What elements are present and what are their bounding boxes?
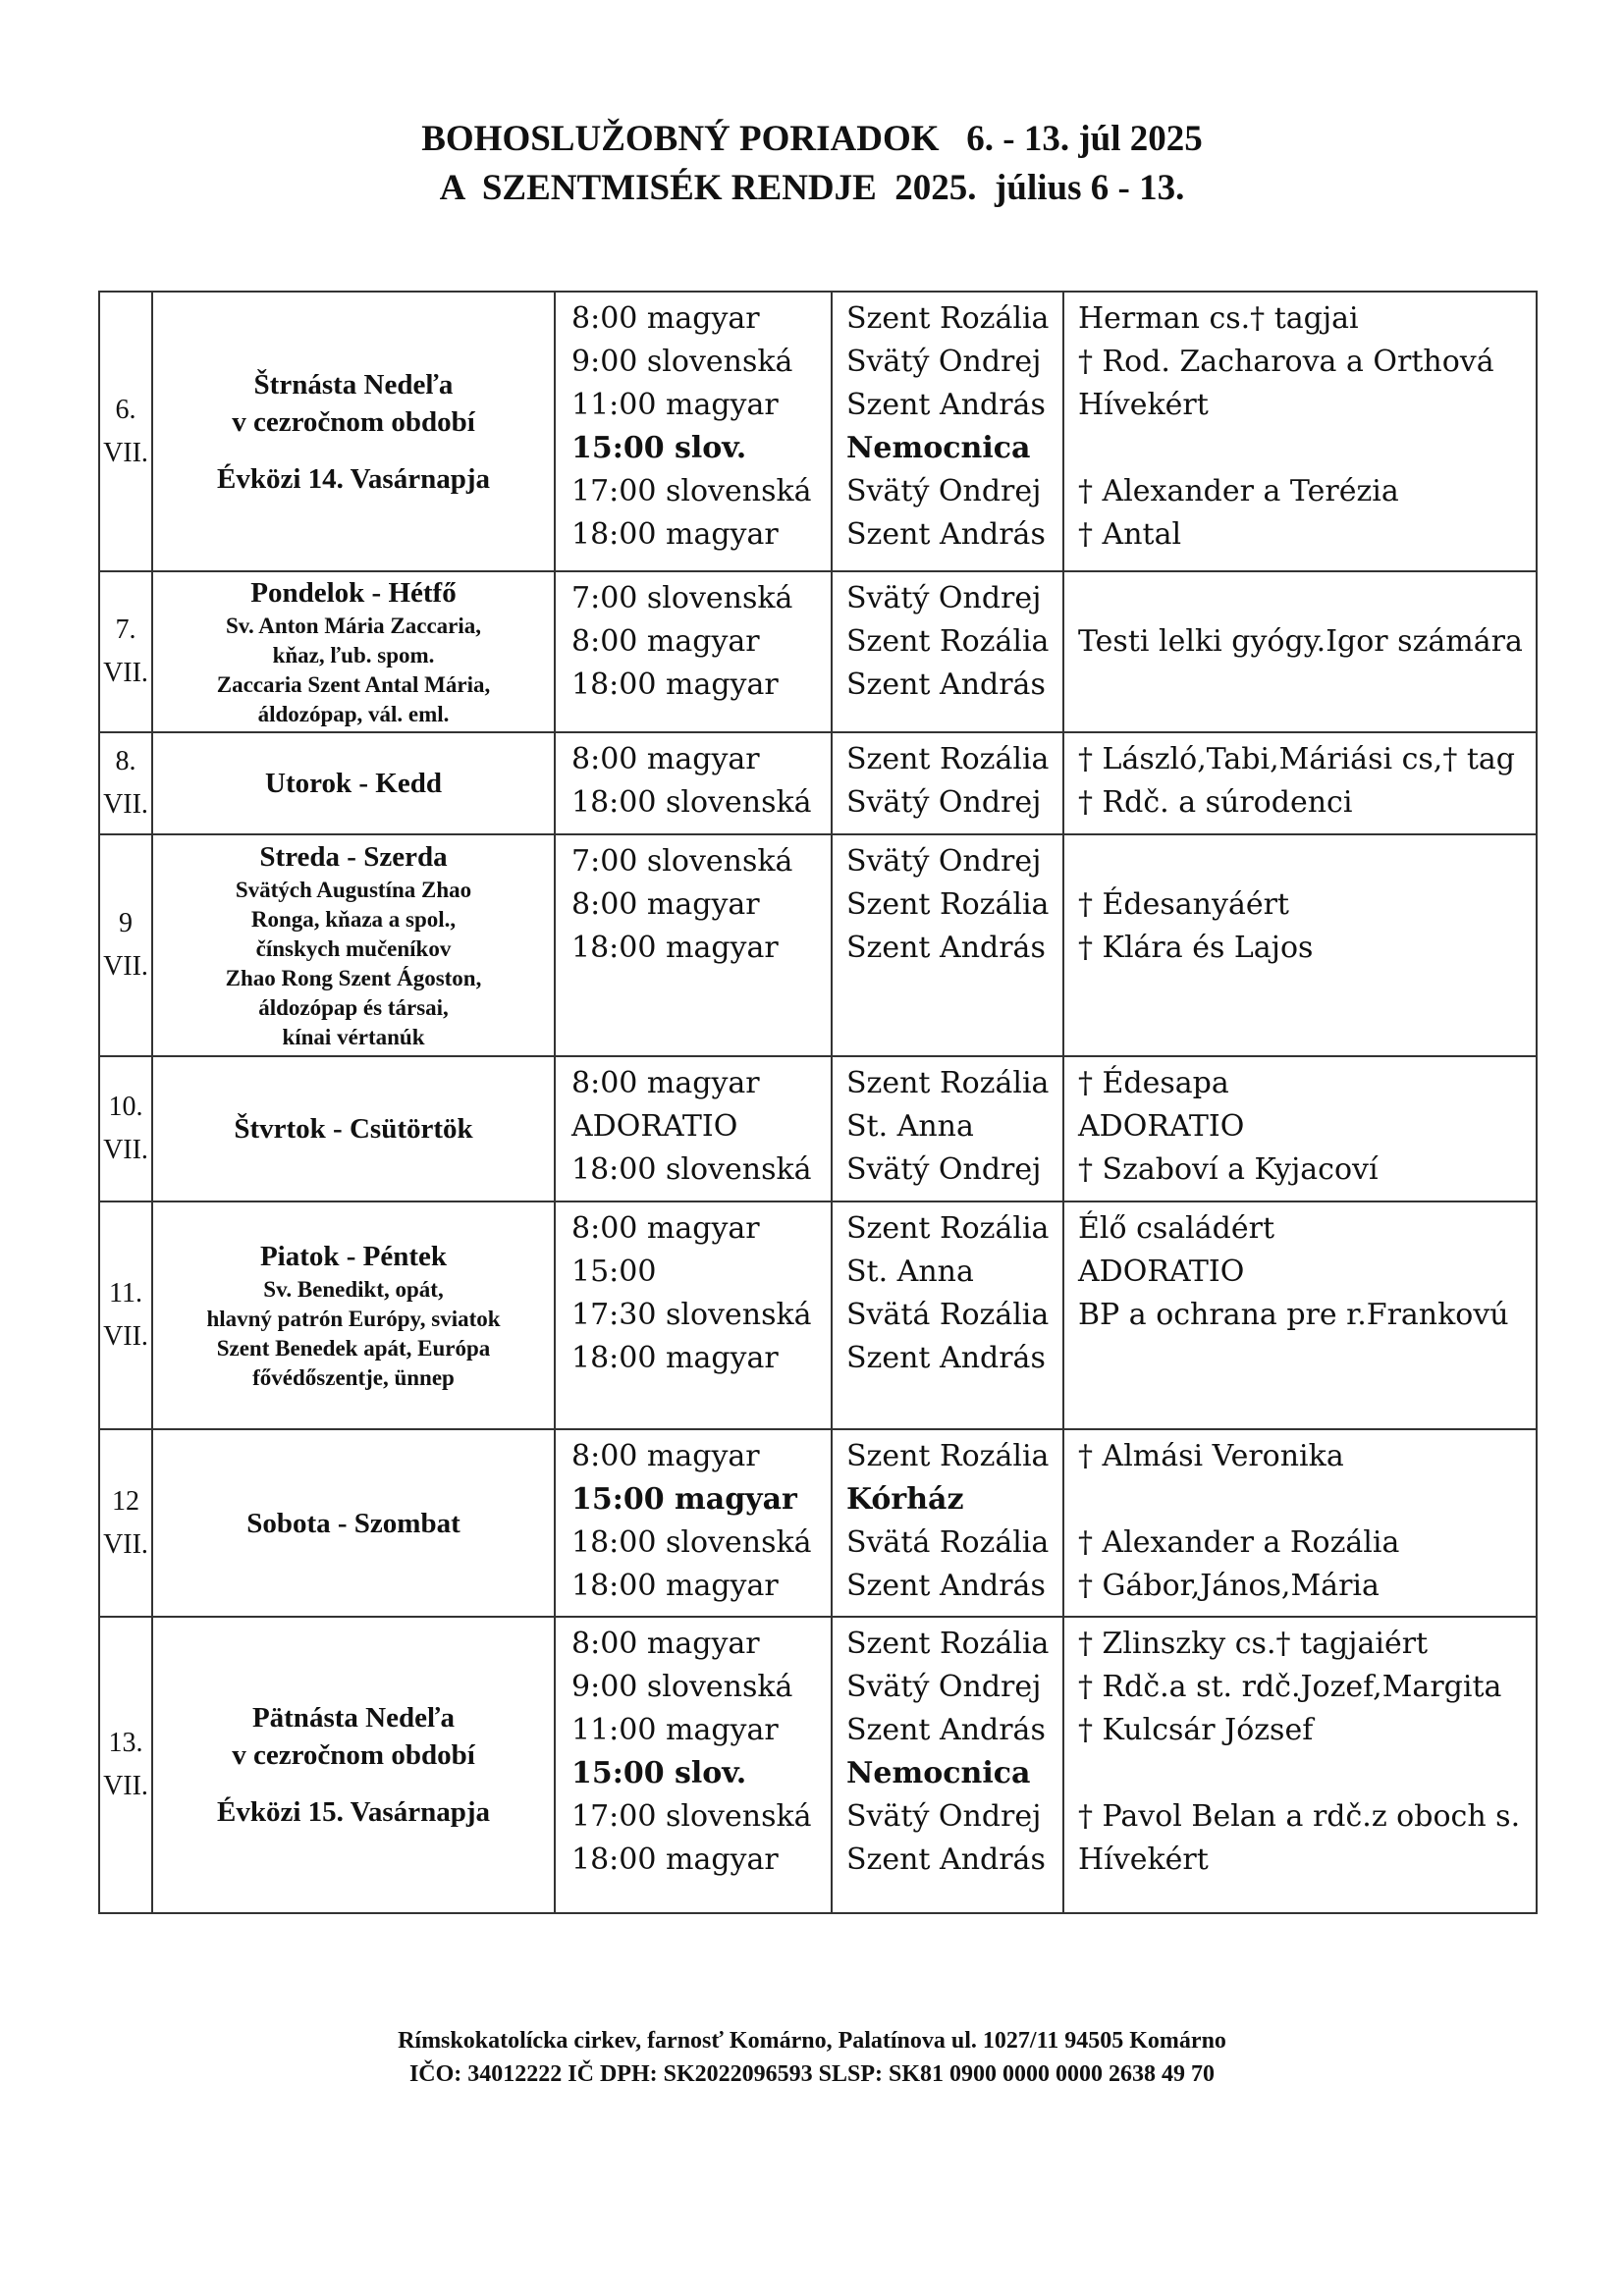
day-name: Pätnásta Nedeľa xyxy=(251,1702,456,1734)
date-cell xyxy=(99,292,152,571)
mass-time: 8:00 magyar xyxy=(571,742,760,776)
mass-place: Szent Rozália xyxy=(846,301,1050,336)
mass-time: 8:00 magyar xyxy=(571,1439,760,1473)
mass-time: 18:00 magyar xyxy=(571,931,779,965)
mass-time: 8:00 magyar xyxy=(571,1066,760,1100)
schedule-row xyxy=(99,732,1537,834)
feast-description: Ronga, kňaza a spol., xyxy=(250,907,457,932)
mass-place: Svätý Ondrej xyxy=(846,1670,1042,1704)
mass-intention: Testi lelki gyógy.Igor számára xyxy=(1078,624,1523,659)
mass-place: Szent András xyxy=(846,517,1046,552)
mass-time-cell xyxy=(555,1617,832,1913)
mass-time: 17:00 slovenská xyxy=(571,1799,812,1834)
feast-description: áldozópap, vál. eml. xyxy=(257,702,450,726)
date-month: VII. xyxy=(103,437,148,468)
mass-intention xyxy=(1078,840,1536,883)
day-name: Štrnásta Nedeľa xyxy=(253,368,454,400)
mass-time: 15:00 magyar xyxy=(571,1482,797,1517)
mass-place: Svätý Ondrej xyxy=(846,1799,1042,1834)
schedule-row xyxy=(99,834,1537,1056)
mass-time: 11:00 magyar xyxy=(571,388,779,422)
mass-time: 8:00 magyar xyxy=(571,1211,760,1246)
date-month: VII. xyxy=(103,1771,148,1801)
date-month: VII. xyxy=(103,951,148,982)
mass-time: 15:00 slov. xyxy=(571,1756,747,1790)
date-month: VII. xyxy=(103,789,148,820)
date-month: VII. xyxy=(103,658,148,688)
mass-place: Szent Rozália xyxy=(846,624,1050,659)
day-name: v cezročnom období xyxy=(232,1739,475,1771)
date-cell xyxy=(99,834,152,1056)
mass-time: ADORATIO xyxy=(571,1109,738,1144)
mass-intention: † Kulcsár József xyxy=(1078,1713,1314,1747)
mass-place: Szent András xyxy=(846,1341,1046,1375)
mass-place-cell xyxy=(832,571,1063,732)
feast-description: Sv. Anton Mária Zaccaria, xyxy=(225,614,482,638)
mass-place: Szent András xyxy=(846,667,1046,702)
mass-place-cell xyxy=(832,1617,1063,1913)
mass-time: 8:00 magyar xyxy=(571,887,760,922)
schedule-body xyxy=(99,292,1537,1913)
mass-intention-cell xyxy=(1063,1617,1537,1913)
day-cell xyxy=(152,1201,555,1429)
schedule-row xyxy=(99,1201,1537,1429)
mass-intention: ADORATIO xyxy=(1078,1109,1245,1144)
mass-time: 18:00 magyar xyxy=(571,667,779,702)
mass-place: Szent Rozália xyxy=(846,742,1050,776)
day-cell xyxy=(152,732,555,834)
mass-time: 9:00 slovenská xyxy=(571,345,793,379)
date-cell xyxy=(99,1056,152,1201)
mass-time-cell xyxy=(555,1429,832,1617)
schedule-row xyxy=(99,1429,1537,1617)
date-cell xyxy=(99,571,152,732)
date-cell xyxy=(99,1617,152,1913)
feast-description: hlavný patrón Európy, sviatok xyxy=(206,1307,501,1331)
mass-place: Kórház xyxy=(846,1482,964,1517)
mass-place: Szent András xyxy=(846,1713,1046,1747)
mass-place-cell xyxy=(832,732,1063,834)
feast-description: Zhao Rong Szent Ágoston, xyxy=(225,966,482,990)
mass-intention: † Klára és Lajos xyxy=(1078,931,1314,965)
date-day: 13. xyxy=(108,1728,143,1758)
day-name: Évközi 14. Vasárnapja xyxy=(217,462,490,495)
mass-intention: † Gábor,János,Mária xyxy=(1078,1569,1380,1603)
mass-time-cell xyxy=(555,1201,832,1429)
mass-intention-cell xyxy=(1063,1429,1537,1617)
mass-intention-cell xyxy=(1063,1056,1537,1201)
mass-place: Svätý Ondrej xyxy=(846,581,1042,615)
mass-time: 9:00 slovenská xyxy=(571,1670,793,1704)
mass-intention: Hívekért xyxy=(1078,388,1209,422)
mass-intention: Hívekért xyxy=(1078,1842,1209,1877)
mass-time: 18:00 magyar xyxy=(571,1569,779,1603)
mass-place: Svätý Ondrej xyxy=(846,474,1042,508)
mass-place: Svätý Ondrej xyxy=(846,1152,1042,1187)
date-day: 6. xyxy=(115,394,136,425)
schedule-row xyxy=(99,571,1537,732)
mass-intention: ADORATIO xyxy=(1078,1255,1245,1289)
mass-time: 8:00 magyar xyxy=(571,301,760,336)
mass-time: 11:00 magyar xyxy=(571,1713,779,1747)
mass-intention: BP a ochrana pre r.Frankovú xyxy=(1078,1298,1509,1332)
day-cell xyxy=(152,1617,555,1913)
mass-intention: † László,Tabi,Máriási cs,† tag xyxy=(1078,742,1516,776)
schedule-row xyxy=(99,1056,1537,1201)
mass-intention: † Zlinszky cs.† tagjaiért xyxy=(1078,1627,1429,1661)
mass-intention: † Rdč. a súrodenci xyxy=(1078,785,1353,820)
mass-place-cell xyxy=(832,1056,1063,1201)
mass-time: 17:30 slovenská xyxy=(571,1298,812,1332)
mass-time-cell xyxy=(555,292,832,571)
mass-time: 15:00 slov. xyxy=(571,431,747,465)
feast-description: áldozópap és társai, xyxy=(258,995,449,1020)
mass-time: 18:00 magyar xyxy=(571,1842,779,1877)
day-spacer xyxy=(153,441,554,460)
mass-place: Svätá Rozália xyxy=(846,1298,1050,1332)
mass-time: 8:00 magyar xyxy=(571,1627,760,1661)
date-cell xyxy=(99,1429,152,1617)
feast-description: Szent Benedek apát, Európa xyxy=(216,1336,491,1361)
mass-place: Svätý Ondrej xyxy=(846,785,1042,820)
date-cell xyxy=(99,732,152,834)
mass-time-cell xyxy=(555,1056,832,1201)
mass-place-cell xyxy=(832,1201,1063,1429)
mass-intention-cell xyxy=(1063,834,1537,1056)
mass-place: Szent Rozália xyxy=(846,1211,1050,1246)
mass-time: 8:00 magyar xyxy=(571,624,760,659)
date-day: 7. xyxy=(115,614,136,645)
mass-intention-cell xyxy=(1063,732,1537,834)
mass-place: Nemocnica xyxy=(846,1756,1031,1790)
mass-intention: † Alexander a Rozália xyxy=(1078,1525,1400,1560)
mass-place-cell xyxy=(832,834,1063,1056)
feast-description: Sv. Benedikt, opát, xyxy=(263,1277,444,1302)
mass-intention: † Almási Veronika xyxy=(1078,1439,1344,1473)
mass-intention-cell xyxy=(1063,1201,1537,1429)
feast-description: kňaz, ľub. spom. xyxy=(272,643,435,667)
day-name: Sobota - Szombat xyxy=(246,1507,460,1539)
day-name: Évközi 15. Vasárnapja xyxy=(217,1796,490,1828)
day-cell xyxy=(152,571,555,732)
mass-time: 18:00 slovenská xyxy=(571,1152,812,1187)
mass-time: 18:00 slovenská xyxy=(571,1525,812,1560)
mass-place-cell xyxy=(832,292,1063,571)
date-month: VII. xyxy=(103,1528,148,1560)
mass-place: Szent András xyxy=(846,931,1046,965)
mass-time: 18:00 magyar xyxy=(571,517,779,552)
mass-intention: Élő családért xyxy=(1078,1211,1275,1246)
day-cell xyxy=(152,1056,555,1201)
feast-description: Zaccaria Szent Antal Mária, xyxy=(216,672,491,697)
schedule-table xyxy=(98,291,1538,1914)
day-name: Pondelok - Hétfő xyxy=(250,577,457,609)
date-cell xyxy=(99,1201,152,1429)
mass-intention: † Rdč.a st. rdč.Jozef,Margita xyxy=(1078,1670,1502,1704)
mass-intention: † Édesanyáért xyxy=(1078,887,1289,922)
day-spacer xyxy=(153,1774,554,1793)
mass-time-cell xyxy=(555,732,832,834)
mass-place: Szent Rozália xyxy=(846,1439,1050,1473)
day-name: Utorok - Kedd xyxy=(265,768,442,799)
mass-intention: † Édesapa xyxy=(1078,1066,1229,1100)
mass-place: Szent Rozália xyxy=(846,887,1050,922)
schedule-row xyxy=(99,292,1537,571)
date-day: 8. xyxy=(115,746,136,776)
day-cell xyxy=(152,834,555,1056)
mass-place: Svätý Ondrej xyxy=(846,345,1042,379)
mass-time-cell xyxy=(555,834,832,1056)
mass-time: 7:00 slovenská xyxy=(571,844,793,879)
date-month: VII. xyxy=(103,1135,148,1165)
mass-time: 18:00 magyar xyxy=(571,1341,779,1375)
mass-place-cell xyxy=(832,1429,1063,1617)
mass-intention: † Antal xyxy=(1078,517,1182,552)
mass-intention: † Rod. Zacharova a Orthová xyxy=(1078,345,1494,379)
mass-place: Szent András xyxy=(846,1569,1046,1603)
feast-description: kínai vértanúk xyxy=(282,1025,425,1049)
mass-time: 17:00 slovenská xyxy=(571,474,812,508)
mass-place: Svätá Rozália xyxy=(846,1525,1050,1560)
day-name: Streda - Szerda xyxy=(259,841,448,873)
mass-place: St. Anna xyxy=(846,1109,974,1144)
mass-place: Szent Rozália xyxy=(846,1627,1050,1661)
day-cell xyxy=(152,292,555,571)
feast-description: fővédőszentje, ünnep xyxy=(252,1365,455,1390)
mass-time: 15:00 xyxy=(571,1255,657,1289)
date-day: 9 xyxy=(119,908,133,938)
title-slovak: BOHOSLUŽOBNÝ PORIADOK 6. - 13. júl 2025 xyxy=(421,119,1203,159)
mass-place: Szent Rozália xyxy=(846,1066,1050,1100)
mass-intention: Herman cs.† tagjai xyxy=(1078,301,1359,336)
mass-intention xyxy=(1078,427,1536,470)
title-hungarian: A SZENTMISÉK RENDJE 2025. július 6 - 13. xyxy=(439,168,1185,208)
mass-place: Szent András xyxy=(846,1842,1046,1877)
mass-time-cell xyxy=(555,571,832,732)
mass-time: 7:00 slovenská xyxy=(571,581,793,615)
mass-intention: † Pavol Belan a rdč.z oboch s. xyxy=(1078,1799,1521,1834)
day-name: Piatok - Péntek xyxy=(259,1241,448,1272)
mass-intention-cell xyxy=(1063,292,1537,571)
date-day: 10. xyxy=(108,1092,143,1122)
footer-address: Rímskokatolícka cirkev, farnosť Komárno, Palatínova ul. 1027/11 94505 Komárno xyxy=(398,2028,1226,2054)
date-month: VII. xyxy=(103,1321,148,1352)
mass-place: Svätý Ondrej xyxy=(846,844,1042,879)
day-cell xyxy=(152,1429,555,1617)
feast-description: čínskych mučeníkov xyxy=(255,936,452,961)
schedule-row xyxy=(99,1617,1537,1913)
mass-intention-cell xyxy=(1063,571,1537,732)
date-day: 11. xyxy=(109,1278,142,1308)
day-name: Štvrtok - Csütörtök xyxy=(234,1113,473,1145)
date-day: 12 xyxy=(112,1485,139,1517)
mass-place: Szent András xyxy=(846,388,1046,422)
mass-intention xyxy=(1078,1478,1536,1522)
mass-time: 18:00 slovenská xyxy=(571,785,812,820)
mass-place: Nemocnica xyxy=(846,431,1031,465)
mass-intention xyxy=(1078,577,1536,620)
day-name: v cezročnom období xyxy=(232,405,475,438)
feast-description: Svätých Augustína Zhao xyxy=(235,878,472,902)
mass-intention xyxy=(1078,1752,1536,1795)
mass-intention: † Alexander a Terézia xyxy=(1078,474,1399,508)
mass-intention: † Szaboví a Kyjacoví xyxy=(1078,1152,1379,1187)
footer-bank-details: IČO: 34012222 IČ DPH: SK2022096593 SLSP: SK81 0900 0000 0000 2638 49 70 xyxy=(408,2061,1216,2087)
mass-place: St. Anna xyxy=(846,1255,974,1289)
